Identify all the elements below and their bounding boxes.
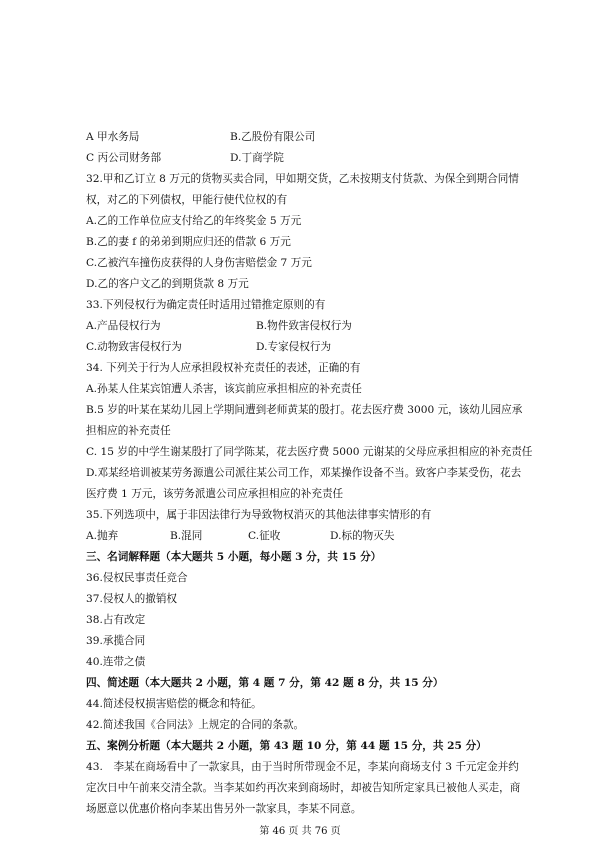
q35-option-d: D.标的物灭失 [330,530,395,542]
q34-stem: 34. 下列关于行为人应承担段权补充责任的表述，正确的有 [86,362,361,374]
q34-option-b-line-2: 担相应的补充责任 [86,425,171,437]
q34-option-c: C. 15 岁的中学生谢某殷打了同学陈某，花去医疗费 5000 元谢某的父母应承担相应的补充责任 [86,446,533,458]
q31-option-b: B.乙股份有限公司 [230,131,316,143]
q33-option-d: D.专家侵权行为 [256,341,332,353]
term-item-40: 40.连带之债 [86,656,146,668]
case-43-line-2: 定次日中午前来交清全款。当李某如约再次来到商场时，却被告知所定家具已被他人买走，商 [86,782,521,794]
case-43-line-3: 场愿意以优惠价格向李某出售另外一款家具，李某不同意。 [86,803,362,815]
q32-stem-line-1: 32.甲和乙订立 8 万元的货物买卖合同，甲如期交货，乙未按期支付货款、为保全到期合同情 [86,173,519,185]
q35-stem: 35.下列选项中，属于非因法律行为导致物权消灭的其他法律事实情形的有 [86,509,432,521]
q33-stem: 33.下列侵权行为确定责任时适用过错推定原则的有 [86,299,326,311]
q31-option-d: D.丁商学院 [230,152,284,164]
q32-option-d: D.乙的客户文乙的到期货款 8 万元 [86,278,249,290]
term-item-38: 38.占有改定 [86,614,146,626]
section-4-heading: 四、简述题（本大题共 2 小题，第 4 题 7 分，第 42 题 8 分，共 15 分） [86,677,444,689]
short-answer-item-42: 42.简述我国《合同法》上规定的合同的条款。 [86,719,305,731]
q34-option-a: A.孙某人住某宾馆遭人杀害，该宾前应承担相应的补充责任 [86,383,362,395]
q34-option-d-line-1: D.邓某经培训被某劳务源遣公司派往某公司工作，邓某操作设备不当。致客户李某受伤，花去 [86,467,522,479]
q32-option-b: B.乙的妻 f 的弟弟到期应归还的借款 6 万元 [86,236,291,248]
q33-option-b: B.物件致害侵权行为 [256,320,352,332]
term-item-36: 36.侵权民事责任竞合 [86,572,188,584]
section-5-heading: 五、案例分析题（本大题共 2 小题，第 43 题 10 分，第 44 题 15 分，共 25 分） [86,740,487,752]
q34-option-d-line-2: 医疗费 1 万元，该劳务派遣公司应承担相应的补充责任 [86,488,344,500]
section-3-heading: 三、名词解释题（本大题共 5 小题，每小题 3 分，共 15 分） [86,551,382,563]
case-43-line-1: 43. 李某在商场看中了一款家具，由于当时所带现金不足，李某向商场支付 3 千元定金并约 [86,761,519,773]
q31-option-c: C 丙公司财务部 [86,152,162,164]
short-answer-item-44: 44.简述侵权损害赔偿的概念和特征。 [86,698,262,710]
q35-option-b: B.混同 [170,530,203,542]
q32-option-a: A.乙的工作单位应支付给乙的年终奖金 5 万元 [86,215,302,227]
q31-option-a: A 甲水务局 [86,131,140,143]
q33-option-c: C.动物致害侵权行为 [86,341,182,353]
term-item-39: 39.承揽合同 [86,635,146,647]
q32-stem-line-2: 权，对乙的下列债权，甲能行使代位权的有 [86,194,288,206]
term-item-37: 37.侵权人的撤销权 [86,593,178,605]
q35-option-a: A.抛弃 [86,530,119,542]
q33-option-a: A.产品侵权行为 [86,320,161,332]
q34-option-b-line-1: B.5 岁的叶某在某幼儿园上学期间遭到老师黄某的殷打。花去医疗费 3000 元，该幼儿园应承 [86,404,523,416]
q35-option-c: C.征收 [248,530,281,542]
q32-option-c: C.乙被汽车撞伤皮获得的人身伤害赔偿金 7 万元 [86,257,312,269]
page-number-footer: 第 46 页 共 76 页 [259,826,341,837]
